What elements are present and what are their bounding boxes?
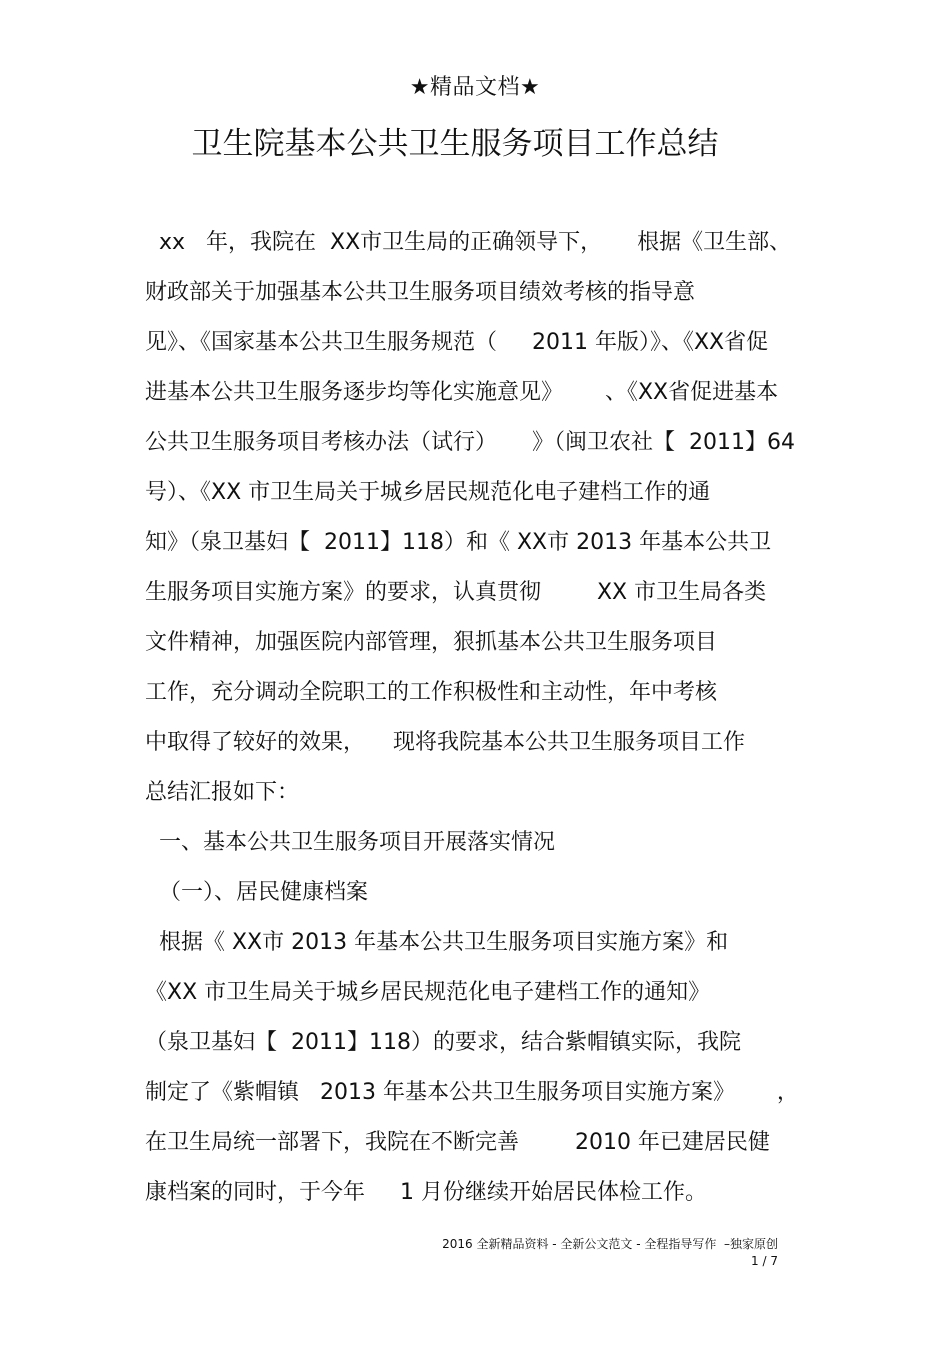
header-mark: ★精品文档★: [409, 75, 541, 100]
body-line: 文件精神，加强医院内部管理，狠抓基本公共卫生服务项目: [145, 630, 718, 655]
body-line: 进基本公共卫生服务逐步均等化实施意见》 、《XX省促进基本: [145, 380, 779, 405]
body-line: 中取得了较好的效果， 现将我院基本公共卫生服务项目工作: [145, 730, 745, 755]
body-line: 财政部关于加强基本公共卫生服务项目绩效考核的指导意: [145, 280, 696, 305]
body-line: 知》（泉卫基妇【 2011】118）和《 XX市 2013 年基本公共卫: [145, 530, 772, 555]
body-line: 制定了《紫帽镇 2013 年基本公共卫生服务项目实施方案》 ，: [145, 1080, 799, 1105]
body-line: 生服务项目实施方案》的要求，认真贯彻 XX 市卫生局各类: [145, 580, 767, 605]
body-line: xx 年，我院在 XX市卫生局的正确领导下， 根据《卫生部、: [145, 230, 792, 255]
body-line: 号）、《XX 市卫生局关于城乡居民规范化电子建档工作的通: [145, 480, 711, 505]
page-number: 1 / 7: [751, 1254, 778, 1268]
body-line: 公共卫生服务项目考核办法（试行） 》（闽卫农社【 2011】64: [145, 430, 795, 455]
body-line: 工作，充分调动全院职工的工作积极性和主动性，年中考核: [145, 680, 718, 705]
body-line: 康档案的同时，于今年 1 月份继续开始居民体检工作。: [145, 1180, 707, 1205]
document-title: 卫生院基本公共卫生服务项目工作总结: [191, 126, 719, 162]
body-line: 在卫生局统一部署下，我院在不断完善 2010 年已建居民健: [145, 1130, 770, 1155]
body-line: 见》、《国家基本公共卫生服务规范（ 2011 年版）》、《XX省促: [145, 330, 769, 355]
subsection-heading: （一）、居民健康档案: [145, 880, 368, 905]
body-line: （泉卫基妇【 2011】118）的要求，结合紫帽镇实际，我院: [145, 1030, 741, 1055]
body-line: 总结汇报如下：: [145, 780, 300, 805]
section-heading: 一、基本公共卫生服务项目开展落实情况: [145, 830, 555, 855]
footer-note: 2016 全新精品资料 - 全新公文范文 - 全程指导写作 –独家原创: [442, 1237, 778, 1251]
body-line: 《XX 市卫生局关于城乡居民规范化电子建档工作的通知》: [145, 980, 711, 1005]
body-line: 根据《 XX市 2013 年基本公共卫生服务项目实施方案》和: [145, 930, 729, 955]
body-text: [145, 226, 825, 1226]
